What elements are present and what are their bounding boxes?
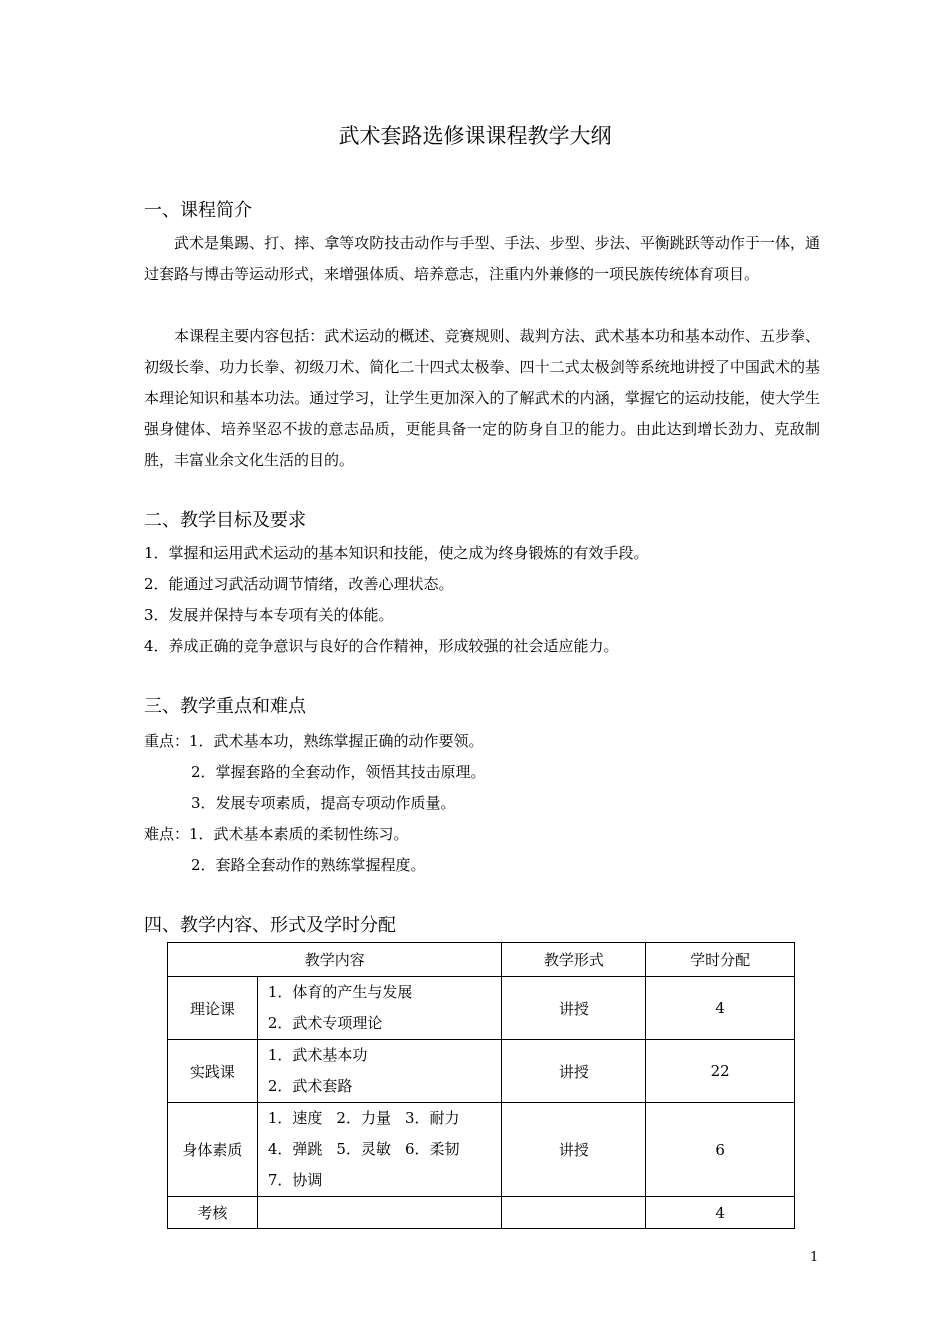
row-category: 身体素质 <box>168 1103 258 1197</box>
content-item: 7．协调 <box>267 1171 323 1189</box>
content-item: 4．弹跳 <box>267 1140 323 1158</box>
row-category: 考核 <box>168 1197 258 1229</box>
row-category: 实践课 <box>168 1040 258 1103</box>
table-row <box>168 1197 795 1229</box>
header-form: 教学形式 <box>502 943 646 977</box>
row-hours: 22 <box>646 1040 795 1103</box>
key-point-item: 1．武术基本功，熟练掌握正确的动作要领。 <box>189 732 484 750</box>
difficult-point-item: 1．武术基本素质的柔韧性练习。 <box>189 825 409 843</box>
section-2-heading: 二、教学目标及要求 <box>144 510 306 531</box>
key-points-line-1 <box>144 726 484 757</box>
row-content <box>257 977 502 1040</box>
section-1-paragraph-1: 武术是集踢、打、摔、拿等攻防技击动作与手型、手法、步型、步法、平衡跳跃等动作于一体，通过套路与博击等运动形式，来增强体质、培养意志，注重内外兼修的一项民族传统体育项目。 <box>144 234 820 283</box>
table-row <box>168 1040 795 1103</box>
content-item: 2．力量 <box>336 1109 391 1127</box>
row-hours: 4 <box>646 1197 795 1229</box>
objective-item-2: 2．能通过习武活动调节情绪，改善心理状态。 <box>144 575 454 593</box>
content-item: 1．体育的产生与发展 <box>267 983 413 1001</box>
key-point-item: 2．掌握套路的全套动作，领悟其技击原理。 <box>191 763 486 781</box>
table-header-row <box>168 943 795 977</box>
row-hours: 6 <box>646 1103 795 1197</box>
objective-item-4: 4．养成正确的竞争意识与良好的合作精神，形成较强的社会适应能力。 <box>144 637 619 655</box>
section-3-heading: 三、教学重点和难点 <box>144 696 306 717</box>
row-form: 讲授 <box>502 977 646 1040</box>
table-row <box>168 1103 795 1197</box>
row-form: 讲授 <box>502 1040 646 1103</box>
page-number: 1 <box>810 1250 819 1265</box>
section-1-heading: 一、课程简介 <box>144 200 252 221</box>
row-hours: 4 <box>646 977 795 1040</box>
row-content <box>257 1197 502 1229</box>
objective-item-1: 1．掌握和运用武术运动的基本知识和技能，使之成为终身锻炼的有效手段。 <box>144 544 649 562</box>
document-title: 武术套路选修课课程教学大纲 <box>338 124 612 148</box>
content-item: 2．武术套路 <box>267 1077 353 1095</box>
difficult-points-label: 难点： <box>144 825 190 843</box>
difficult-point-item: 2．套路全套动作的熟练掌握程度。 <box>191 856 426 874</box>
section-4-heading: 四、教学内容、形式及学时分配 <box>144 915 396 936</box>
objective-item-3: 3．发展并保持与本专项有关的体能。 <box>144 606 394 624</box>
row-form <box>502 1197 646 1229</box>
content-item: 5．灵敏 <box>336 1140 391 1158</box>
content-item: 3．耐力 <box>404 1109 460 1127</box>
row-content <box>257 1103 502 1197</box>
table-row <box>168 977 795 1040</box>
teaching-schedule-table <box>167 942 795 1229</box>
header-content: 教学内容 <box>168 943 502 977</box>
content-item: 2．武术专项理论 <box>267 1014 383 1032</box>
content-item: 1．武术基本功 <box>267 1046 368 1064</box>
section-1-paragraph-2: 本课程主要内容包括：武术运动的概述、竞赛规则、裁判方法、武术基本功和基本动作、五步拳、初级长拳、功力长拳、初级刀术、简化二十四式太极拳、四十二式太极剑等系统地讲授了中国武术的基本理论知识和基本功法。通过学习，让学生更加深入的了解武术的内涵，掌握它的运动技能，使大学生强身健体、培养坚忍不拔的意志品质，更能具备一定的防身自卫的能力。由此达到增长劲力、克敌制胜，丰富业余文化生活的目的。 <box>144 327 820 469</box>
content-item: 1．速度 <box>267 1109 323 1127</box>
row-category: 理论课 <box>168 977 258 1040</box>
header-hours: 学时分配 <box>646 943 795 977</box>
row-form: 讲授 <box>502 1103 646 1197</box>
row-content <box>257 1040 502 1103</box>
key-point-item: 3．发展专项素质，提高专项动作质量。 <box>191 794 456 812</box>
difficult-points-line-1 <box>144 819 409 850</box>
key-points-label: 重点： <box>144 732 190 750</box>
content-item: 6．柔韧 <box>404 1140 460 1158</box>
